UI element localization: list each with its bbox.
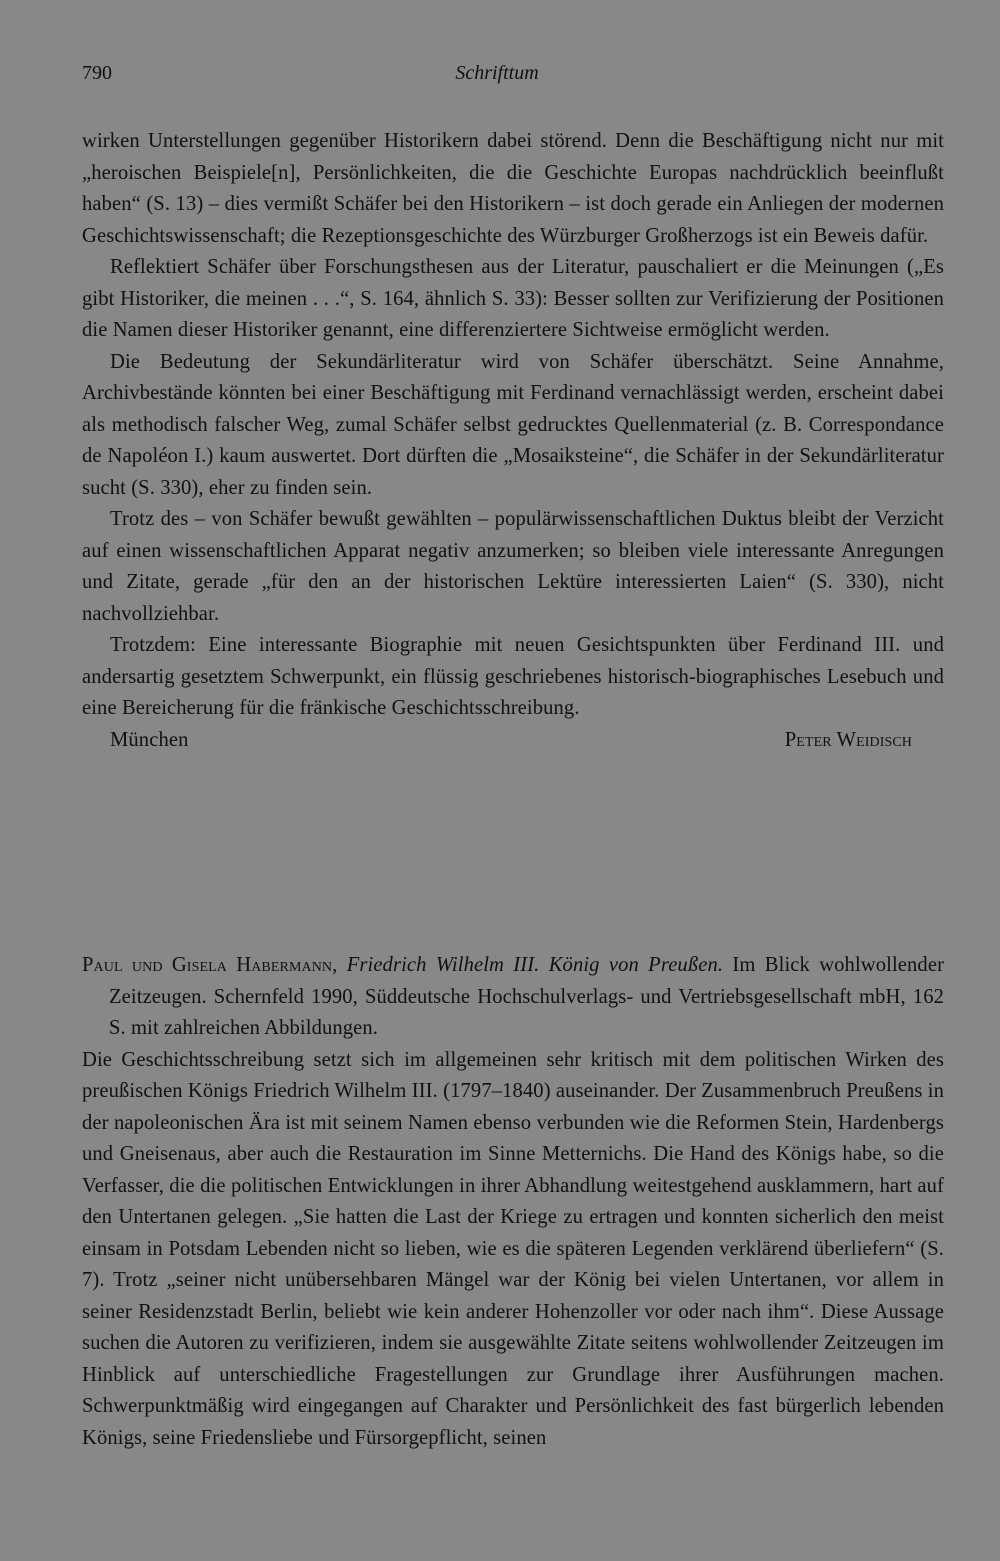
book-authors: Paul und Gisela Habermann, — [82, 954, 338, 976]
page-number: 790 — [82, 62, 112, 84]
review-paragraph: wirken Unterstellungen gegenüber Historikern dabei störend. Denn die Beschäftigung nicht nur mit „heroischen Beispiele[n], Persönlichkeiten, die die Geschichte Europas nachdrücklich beeinflußt haben“ (S. 13) – dies vermißt Schäfer bei den Historikern – ist doch gerade ein Anliegen der modernen Geschichtswissenschaft; die Rezeptionsgeschichte des Würzburger Großherzogs ist ein Beweis dafür. — [82, 130, 944, 247]
bibliographic-entry — [82, 950, 944, 1045]
review-section-2 — [82, 950, 944, 1454]
review-paragraph: Trotzdem: Eine interessante Biographie mit neuen Gesichtspunkten über Ferdinand III. und andersartig gesetztem Schwerpunkt, ein flüssig geschriebenes historisch-biographisches Lesebuch und eine Bereicherung für die fränkische Geschichtsschreibung. — [82, 634, 944, 719]
review-paragraph: Die Bedeutung der Sekundärliteratur wird von Schäfer überschätzt. Seine Annahme, Archivbestände könnten bei einer Beschäftigung mit Ferdinand vernachlässigt werden, erscheint dabei als methodisch falscher Weg, zumal Schäfer selbst gedrucktes Quellenmaterial (z. B. Correspondance de Napoléon I.) kaum auswertet. Dort dürften die „Mosaiksteine“, die Schäfer in der Sekundärliteratur sucht (S. 330), eher zu finden sein. — [82, 350, 944, 499]
signature-place: München — [110, 728, 189, 751]
review-section-1 — [82, 126, 944, 756]
running-head: Schrifttum — [455, 62, 539, 84]
book-title: Friedrich Wilhelm III. König von Preußen. — [346, 954, 724, 976]
review-signature — [82, 725, 944, 757]
review-paragraph: Reflektiert Schäfer über Forschungsthesen aus der Literatur, pauschaliert er die Meinungen („Es gibt Historiker, die meinen . . .“, S. 164, ähnlich S. 33): Besser sollten zur Verifizierung der Positionen die Namen dieser Historiker genannt, eine differenziertere Sichtweise ermöglicht werden. — [82, 256, 944, 341]
signature-author: Peter Weidisch — [784, 728, 912, 751]
review-paragraph: Trotz des – von Schäfer bewußt gewählten – populärwissenschaftlichen Duktus bleibt der Verzicht auf einen wissenschaftlichen Apparat negativ anzumerken; so bleiben viele interessante Anregungen und Zitate, gerade „für den an der historischen Lektüre interessierten Laien“ (S. 330), nicht nachvollziehbar. — [82, 508, 944, 625]
page-header — [82, 62, 912, 92]
book-details: Im Blick wohlwollender Zeitzeugen. Schernfeld 1990, Süddeutsche Hochschulverlags- und Vertriebsgesellschaft mbH, 162 S. mit zahlreichen Abbildungen. — [109, 954, 945, 1039]
review-body: Die Geschichtsschreibung setzt sich im allgemeinen sehr kritisch mit dem politischen Wirken des preußischen Königs Friedrich Wilhelm III. (1797–1840) auseinander. Der Zusammenbruch Preußens in der napoleonischen Ära ist mit seinem Namen ebenso verbunden wie die Reformen Stein, Hardenbergs und Gneisenaus, aber auch die Restauration im Sinne Metternichs. Die Hand des Königs habe, so die Verfasser, die die politischen Entwicklungen in ihrer Abhandlung weitestgehend ausklammern, hart auf den Untertanen gelegen. „Sie hatten die Last der Kriege zu ertragen und konnten sicherlich den meist einsam in Potsdam Lebenden nicht so lieben, wie es die späteren Legenden verklärend überliefern“ (S. 7). Trotz „seiner nicht unübersehbaren Mängel war der König bei vielen Untertanen, vor allem in seiner Residenzstadt Berlin, beliebt wie kein anderer Hohenzoller vor oder nach ihm“. Diese Aussage suchen die Autoren zu verifizieren, indem sie ausgewählte Zitate seitens wohlwollender Zeitzeugen im Hinblick auf unterschiedliche Fragestellungen zur Grundlage ihrer Ausführungen machen. Schwerpunktmäßig wird eingegangen auf Charakter und Persönlichkeit des fast bürgerlich lebenden Königs, seine Friedensliebe und Fürsorgepflicht, seinen — [82, 1048, 944, 1449]
